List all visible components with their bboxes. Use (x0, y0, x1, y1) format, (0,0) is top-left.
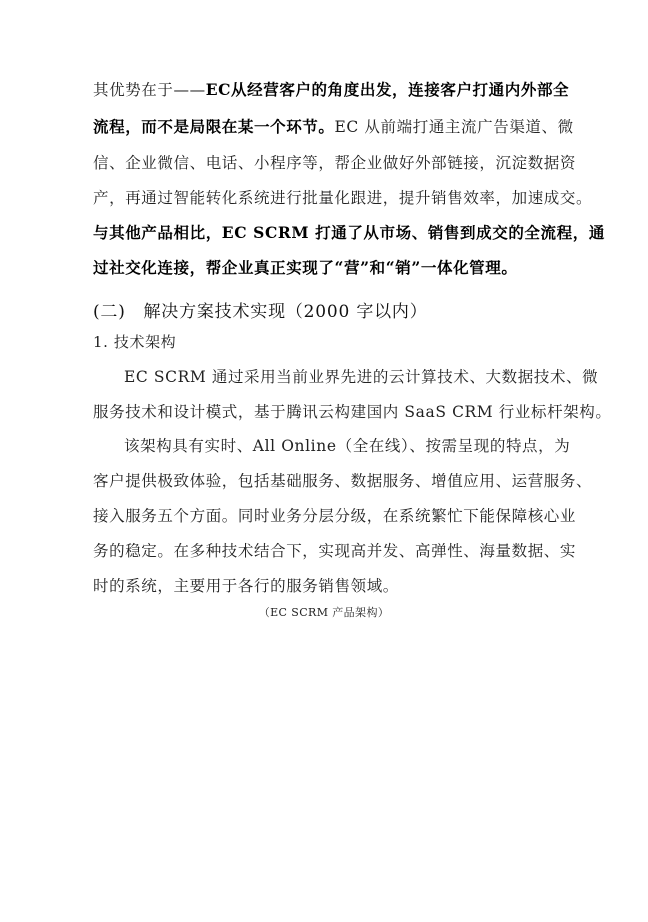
paragraph-3-line-4: 务的稳定。在多种技术结合下，实现高并发、高弹性、海量数据、实 (93, 542, 577, 560)
paragraph-3-line-5: 时的系统，主要用于各行的服务销售领域。 (93, 577, 399, 595)
section-heading: (二) 解决方案技术实现（2000 字以内） (93, 302, 428, 322)
paragraph-3-line-2: 客户提供极致体验，包括基础服务、数据服务、增值应用、运营服务、 (93, 472, 593, 490)
paragraph-1-line-5: 与其他产品相比，EC SCRM 打通了从市场、销售到成交的全流程，通 (93, 223, 605, 242)
paragraph-1-line-1-normal: 其优势在于—— (93, 81, 206, 99)
paragraph-3-line-3: 接入服务五个方面。同时业务分层分级，在系统繁忙下能保障核心业 (93, 507, 577, 525)
paragraph-1-line-4: 产，再通过智能转化系统进行批量化跟进，提升销售效率，加速成交。 (93, 189, 593, 207)
paragraph-3-line-1: 该架构具有实时、All Online（全在线）、按需呈现的特点，为 (124, 437, 571, 455)
paragraph-2-line-1: EC SCRM 通过采用当前业界先进的云计算技术、大数据技术、微 (124, 368, 599, 386)
paragraph-1-line-1 (93, 79, 570, 101)
paragraph-2-line-2: 服务技术和设计模式，基于腾讯云构建国内 SaaS CRM 行业标杆架构。 (93, 403, 612, 421)
paragraph-1-line-3: 信、企业微信、电话、小程序等，帮企业做好外部链接，沉淀数据资 (93, 154, 577, 172)
paragraph-1-line-2-bold: 流程，而不是局限在某一个环节。 (93, 117, 335, 136)
paragraph-1-line-2-normal: EC 从前端打通主流广告渠道、微 (334, 118, 574, 136)
paragraph-1-line-2 (93, 116, 574, 138)
paragraph-1-line-1-bold: EC从经营客户的角度出发，连接客户打通内外部全 (205, 80, 570, 99)
subsection-heading: 1. 技术架构 (93, 333, 177, 351)
figure-caption: （EC SCRM 产品架构） (258, 606, 390, 619)
paragraph-1-line-6: 过社交化连接，帮企业真正实现了“营”和“销”一体化管理。 (93, 258, 518, 277)
